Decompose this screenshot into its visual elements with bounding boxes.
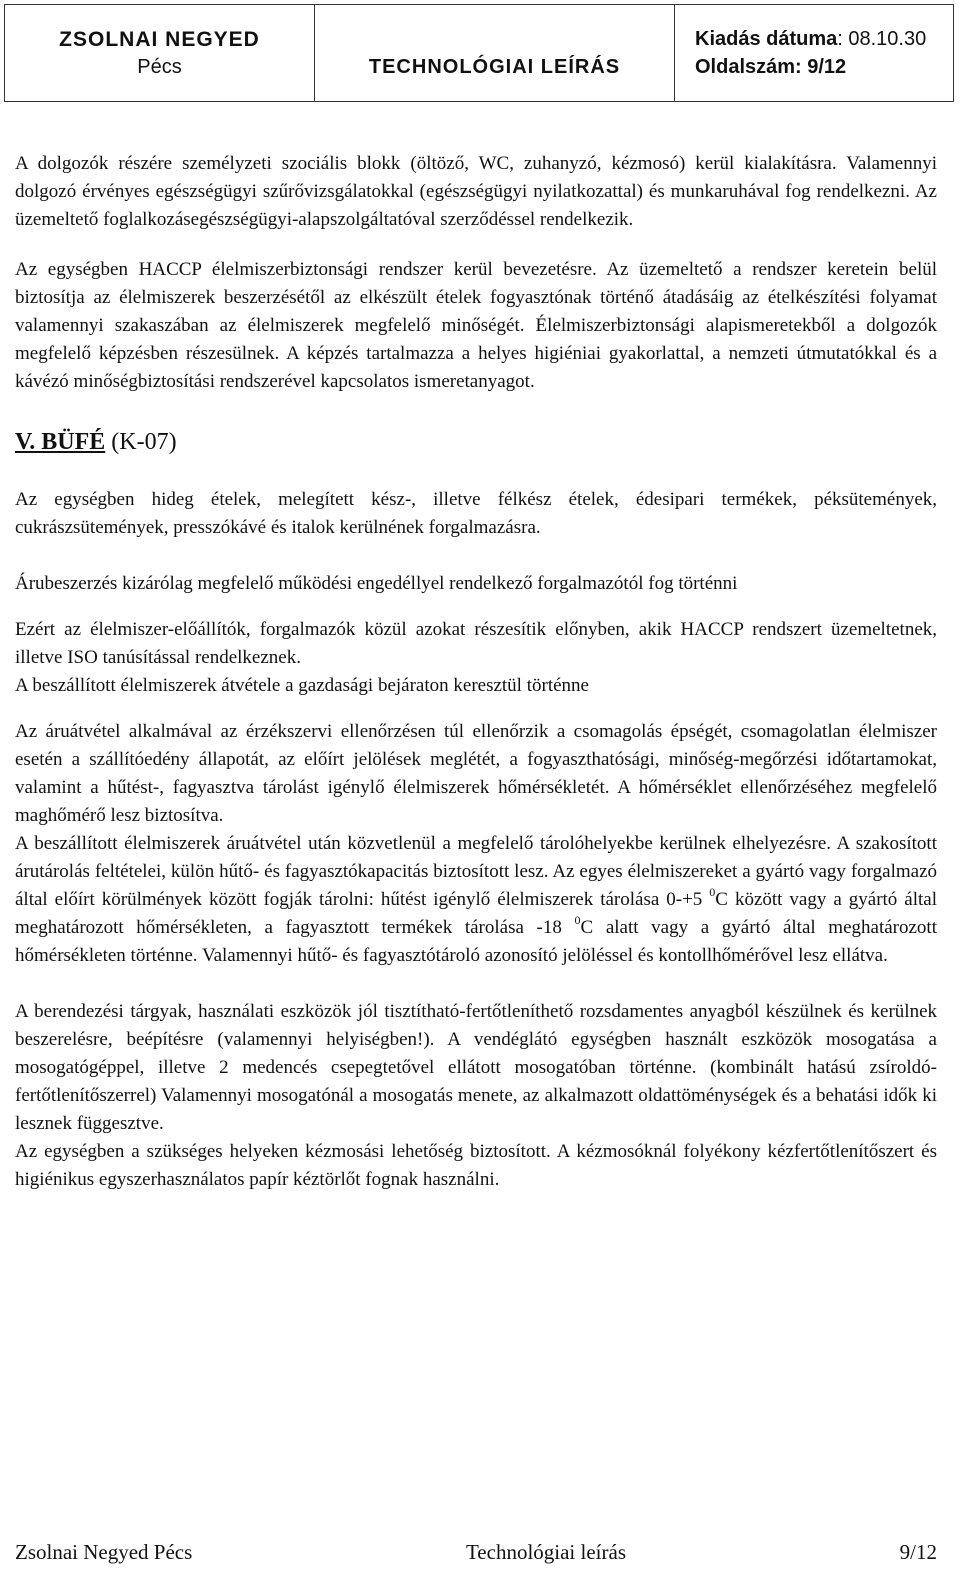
section-heading-title: V. BÜFÉ: [15, 429, 106, 455]
storage-text-1: A beszállított élelmiszerek áruátvétel után közvetlenül a megfelelő tárolóhelyekbe kerülnek elhelyezésre. A szakosított árutárolás feltételei, külön hűtő- és fagyasztókapacitás biztosított lesz. Az egyes élelmiszereket a gyártó vagy forgalmazó által előírt körülmények között fogják tárolni: hűtést igénylő élelmiszerek tárolása 0-+5: [15, 833, 937, 910]
header-doc-title: TECHNOLÓGIAI LEÍRÁS: [368, 55, 621, 78]
document-body: [15, 150, 937, 1194]
degree-superscript: 0: [709, 885, 716, 899]
storage-text-2: C között vagy a gyártó által meghatározott hőmérsékleten, a fagyasztott termékek tárolása -18: [15, 889, 937, 938]
header-org: ZSOLNAI NEGYED: [59, 27, 260, 51]
section-heading-code: (K-07): [105, 429, 177, 455]
issue-label: Kiadás dátuma: [695, 28, 838, 50]
footer-title: Technológiai leírás: [465, 1540, 626, 1564]
paragraph-equipment: A berendezési tárgyak, használati eszközök jól tisztítható-fertőtleníthető rozsdamentes anyagból készülnek és kerülnek beszerelésre, beépítésre (valamennyi helyiségben!). A vendéglátó egységben használt eszközök mosogatása a mosogatógéppel, illetve 2 medencés csepegtetővel ellátott mosogatóban történne. (kombinált hatású zsíroldó-fertőtlenítőszerrel) Valamennyi mosogatónál a mosogatás menete, az alkalmazott oldattöménységek és a behatási idők ki lesznek függesztve.: [15, 1001, 937, 1134]
paragraph-handwashing: Az egységben a szükséges helyeken kézmosási lehetőség biztosított. A kézmosóknál folyékony kézfertőtlenítőszert és higiénikus egyszerhasználatos papír kéztörlőt fognak használni.: [15, 1141, 937, 1190]
section-heading: [15, 426, 937, 458]
document-footer: [15, 1540, 937, 1565]
header-org-cell: [5, 5, 315, 101]
document-header: [4, 4, 954, 102]
header-title-cell: [315, 5, 675, 101]
issue-value: : 08.10.30: [837, 28, 927, 50]
header-city: Pécs: [137, 55, 182, 78]
degree-superscript: 0: [574, 913, 581, 927]
paragraph-products: Az egységben hideg ételek, melegített kész-, illetve félkész ételek, édesipari termékek, péksütemények, cukrászsütemények, presszókávé és italok kerülnének forgalmazásra.: [15, 489, 937, 538]
paragraph-storage: [15, 830, 937, 970]
footer-page: 9/12: [899, 1540, 937, 1564]
paragraph-staff-facilities: A dolgozók részére személyzeti szociális blokk (öltöző, WC, zuhanyzó, kézmosó) kerül kialakításra. Valamennyi dolgozó érvényes egészségügyi szűrővizsgálatokkal (egészségügyi nyilatkozattal) és munkaruhával fog rendelkezni. Az üzemeltető foglalkozásegészségügyi-alapszolgáltatóval szerződéssel rendelkezik.: [15, 153, 937, 230]
header-page-number: Oldalszám: 9/12: [695, 56, 847, 78]
paragraph-procurement: Árubeszerzés kizárólag megfelelő működési engedéllyel rendelkező forgalmazótól fog történni: [15, 573, 738, 594]
paragraph-haccp: Az egységben HACCP élelmiszerbiztonsági rendszer kerül bevezetésre. Az üzemeltető a rendszer keretein belül biztosítja az élelmiszerek beszerzésétől az elkészült ételek fogyasztónak történő átadásáig az ételkészítési folyamat valamennyi szakaszában az élelmiszerek megfelelő minőségét. Élelmiszerbiztonsági alapismeretekből a dolgozók megfelelő képzésben részesülnek. A képzés tartalmazza a helyes higiéniai gyakorlattal, a nemzeti útmutatókkal és a kávézó minőségbiztosítási rendszerével kapcsolatos ismeretanyagot.: [15, 259, 937, 392]
header-issue-date: [695, 25, 926, 53]
storage-text-3: C alatt vagy a gyártó által meghatározott hőmérsékleten történne. Valamennyi hűtő- és fagyasztótároló azonosító jelöléssel és kontollhőmérővel lesz ellátva.: [15, 917, 937, 966]
paragraph-goods-inspection: Az áruátvétel alkalmával az érzékszervi ellenőrzésen túl ellenőrzik a csomagolás épségét, csomagolatlan élelmiszer esetén a szállítóedény állapotát, az előírt jelölések meglétét, a fogyaszthatósági, minőség-megőrzési időtartamokat, valamint a hűtést-, fagyasztva tárolást igénylő élelmiszerek hőmérsékletét. A hőmérséklet ellenőrzéséhez megfelelő maghőmérő lesz biztosítva.: [15, 721, 937, 826]
header-meta-cell: [675, 5, 953, 101]
footer-org: Zsolnai Negyed Pécs: [15, 1540, 193, 1564]
paragraph-delivery: A beszállított élelmiszerek átvétele a gazdasági bejáraton keresztül történne: [15, 675, 589, 696]
paragraph-suppliers: Ezért az élelmiszer-előállítók, forgalmazók közül azokat részesítik előnyben, akik HACCP rendszert üzemeltetnek, illetve ISO tanúsítással rendelkeznek.: [15, 619, 937, 668]
